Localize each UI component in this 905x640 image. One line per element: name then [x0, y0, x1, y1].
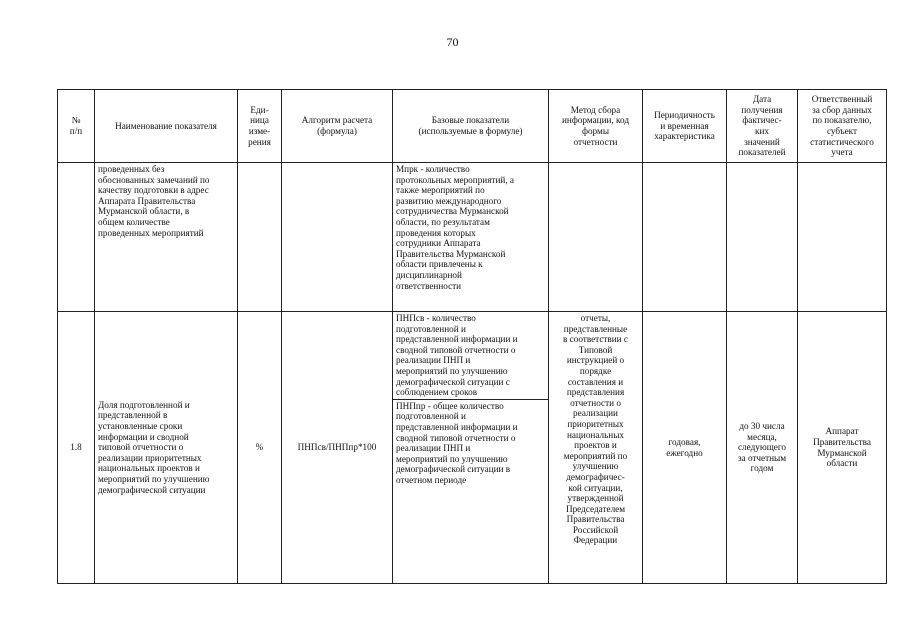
cell-responsible: Аппарат Правительства Мурманской области — [798, 312, 887, 584]
header-periodicity: Периодичность и временная характеристика — [643, 90, 727, 163]
header-algorithm: Алгоритм расчета (формула) — [282, 90, 393, 163]
header-date: Дата получения фактичес- ких значений показателей — [727, 90, 798, 163]
cell-num: 1.8 — [58, 312, 95, 584]
cell-unit: % — [238, 312, 282, 584]
cell-name: Доля подготовленной и представленной в установленные сроки информации и сводной типовой отчетности о реализации приоритетных национальных проектов и мероприятий по улучшению демографической ситуации — [95, 312, 238, 584]
cell-responsible — [798, 163, 887, 312]
indicators-table — [57, 89, 887, 584]
table-header-row — [58, 90, 887, 163]
table-row-continued — [58, 163, 887, 312]
header-responsible: Ответственный за сбор данных по показателю, субъект статистического учета — [798, 90, 887, 163]
cell-periodicity: годовая, ежегодно — [643, 312, 727, 584]
cell-unit — [238, 163, 282, 312]
cell-base-indicators — [393, 312, 549, 584]
cell-algorithm — [282, 163, 393, 312]
page-number: 70 — [446, 35, 459, 49]
cell-date — [727, 163, 798, 312]
header-method: Метод сбора информации, код формы отчетности — [549, 90, 643, 163]
header-unit: Еди- ница изме- рения — [238, 90, 282, 163]
cell-algorithm: ПНПсв/ПНПпр*100 — [282, 312, 393, 584]
cell-method: отчеты, представленные в соответствии с Типовой инструкцией о порядке составления и представления отчетности о реализации приоритетных национальных проектов и мероприятий по улучшению демографичес- кой ситуации, утвержденной Председателем Правительства Российской Федерации — [549, 312, 643, 584]
header-base-indicators: Базовые показатели (используемые в формуле) — [393, 90, 549, 163]
table-row-1-8 — [58, 312, 887, 584]
header-num: № п/п — [58, 90, 95, 163]
cell-name: проведенных без обоснованных замечаний по качеству подготовки в адрес Аппарата Правительства Мурманской области, в общем количестве проведенных мероприятий — [95, 163, 238, 312]
cell-num — [58, 163, 95, 312]
base-indicator-numerator: ПНПсв - количество подготовленной и представленной информации и сводной типовой отчетности о реализации ПНП и мероприятий по улучшению демографической ситуации с соблюдением сроков — [393, 312, 548, 400]
header-name: Наименование показателя — [95, 90, 238, 163]
cell-date: до 30 числа месяца, следующего за отчетным годом — [727, 312, 798, 584]
cell-periodicity — [643, 163, 727, 312]
base-indicator-denominator: ПНПпр - общее количество подготовленной и представленной информации и сводной типовой отчетности о реализации ПНП и мероприятий по улучшению демографической ситуации в отчетном периоде — [396, 400, 518, 485]
cell-base-indicators: Мпрк - количество протокольных мероприятий, а также мероприятий по развитию международного сотрудничества Мурманской области, по результатам проведения которых сотрудники Аппарата Правительства Мурманской области привлечены к дисциплинарной ответственности — [393, 163, 549, 312]
cell-method — [549, 163, 643, 312]
